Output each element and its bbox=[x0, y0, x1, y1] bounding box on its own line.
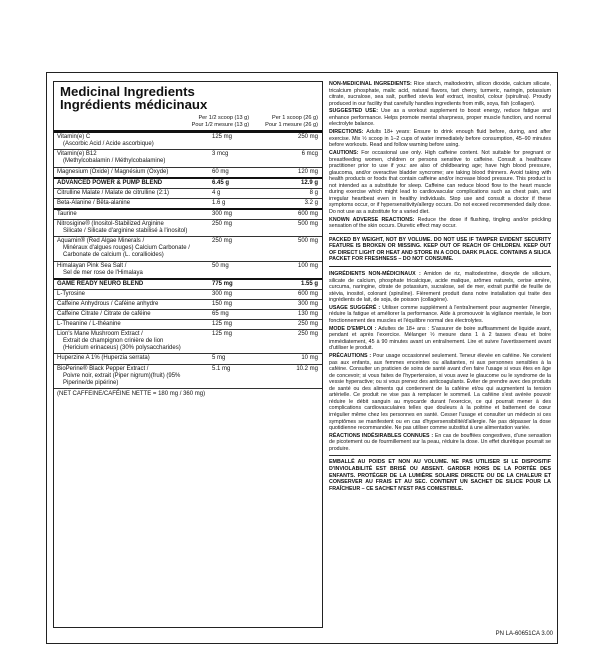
ingredient-row bbox=[54, 300, 322, 310]
ingredient-row bbox=[54, 330, 322, 354]
ingredient-row bbox=[54, 150, 322, 167]
ingredient-name bbox=[54, 311, 212, 318]
amount-half-scoop: 250 mg bbox=[212, 221, 233, 228]
ingredient-name bbox=[54, 200, 212, 207]
amount-full-scoop: 120 mg bbox=[297, 168, 318, 175]
ingredient-name bbox=[54, 190, 212, 197]
amount-full-scoop: 500 mg bbox=[297, 238, 318, 245]
amount-half-scoop: 65 mg bbox=[212, 310, 229, 317]
ingredient-row bbox=[54, 199, 322, 210]
ingredient-row bbox=[54, 168, 322, 179]
ingredient-name bbox=[54, 221, 212, 235]
en-nonmed: NON-MEDICINAL INGREDIENTS: Rice starch, maltodextrin, silicon dioxide, calcium silicate, tricalcium phosphate, malic acid, natural flavors, tart cherry, turmeric, naringin, potassium citrate, sucralose, sea salt, purified stevia leaf extract, inositol, colour (spirulina). Proudly produced in our facility that carefully handles ingredients from milk, soya, fish (collagen). bbox=[329, 81, 551, 107]
ingredient-row bbox=[54, 179, 322, 189]
amount-half-scoop: 1.6 g bbox=[212, 199, 226, 206]
en-adverse: KNOWN ADVERSE REACTIONS: Reduce the dose if flushing, tingling and/or prickling sensation of the skin occurs. Diuretic effect may occur. bbox=[329, 216, 551, 230]
ingredient-row bbox=[54, 310, 322, 320]
ingredient-name-line: (Hericium erinaceus) (30% polysaccharides) bbox=[63, 345, 181, 352]
ingredient-name-line: Extrait de champignon crinière de lion bbox=[63, 338, 164, 345]
ingredient-name bbox=[54, 281, 212, 288]
amount-half-scoop: 6.45 g bbox=[212, 179, 230, 186]
serving-full-fr: Pour 1 mesure (26 g) bbox=[265, 121, 318, 128]
amount-full-scoop: 250 mg bbox=[297, 321, 318, 328]
fr-packed: EMBALLÉ AU POIDS ET NON AU VOLUME. NE PAS UTILISER SI LE DISPOSITIF D'INVIOLABILITÉ EST BRISÉ OU ABSENT. GARDER HORS DE LA PORTÉE DES ENFANTS. PROTÉGER DE LA LUMIÈRE SOLAIRE DIRECTE OU DE LA CHALEUR ET CONSERVER AU FRAIS ET AU SEC. CONTIENT UN SACHET DE SILICE POUR LA FRAÎCHEUR – CE SACHET N'EST PAS COMESTIBLE. bbox=[329, 459, 551, 492]
instructions-panel bbox=[329, 81, 551, 493]
ingredient-name-line: Magnesium (Oxide) / Magnésium (Oxyde) bbox=[57, 168, 169, 175]
serving-full-en: Per 1 scoop (26 g) bbox=[271, 115, 318, 121]
en-directions: DIRECTIONS: Adults 18+ years: Ensure to drink enough fluid before, during, and after exercise. Mix ½ scoop in 1–2 cups of water immediately before consumption, 45–90 minutes before workouts. Read and follow warning before using. bbox=[329, 129, 551, 149]
title-fr: Ingrédients médicinaux bbox=[60, 96, 208, 112]
ingredient-row bbox=[54, 365, 322, 389]
ingredient-name-line: GAME READY NEURO BLEND bbox=[57, 280, 144, 287]
amount-full-scoop: 130 mg bbox=[297, 310, 318, 317]
ingredient-name-line: Taurine bbox=[57, 210, 77, 217]
amount-half-scoop: 5 mg bbox=[212, 355, 226, 362]
ingredient-name-line: Poivre noir, extrait (Piper nigrum)(fruit) (95% Piperine/de pipérine) bbox=[63, 372, 181, 386]
ingredient-name-line: Aquamin® (Red Algae Minerals / bbox=[57, 238, 145, 245]
amount-full-scoop: 10 mg bbox=[301, 355, 318, 362]
ingredient-name bbox=[54, 355, 212, 362]
ingredient-name bbox=[54, 366, 212, 387]
ingredient-row bbox=[54, 354, 322, 364]
amount-half-scoop: 4 g bbox=[212, 189, 221, 196]
en-packed: PACKED BY WEIGHT, NOT BY VOLUME. DO NOT USE IF TAMPER EVIDENT SECURITY FEATURE IS BROKEN OR MISSING. KEEP OUT OF REACH OF CHILDREN. KEEP OUT OF DIRECT LIGHT OR HEAT AND STORE IN A COOL DARK PLACE. CONTAINS A SILICA PACKET FOR FRESHNESS – DO NOT CONSUME. bbox=[329, 236, 551, 263]
ingredient-row bbox=[54, 220, 322, 237]
ingredient-name-line: Caffeine Citrate / Citrate de caféine bbox=[57, 310, 151, 317]
medicinal-ingredients-panel bbox=[53, 81, 323, 628]
ingredient-name-line: Nitrosigine® (Inositol-Stabilized Arginine bbox=[57, 221, 164, 228]
amount-full-scoop: 300 mg bbox=[297, 300, 318, 307]
amount-full-scoop: 250 mg bbox=[297, 331, 318, 338]
ingredient-name-line: Caffeine Anhydrous / Caféine anhydre bbox=[57, 300, 159, 307]
ingredient-name-line: Beta-Alanine / Bêta-alanine bbox=[57, 199, 131, 206]
ingredient-row bbox=[54, 133, 322, 150]
amount-half-scoop: 3 mcg bbox=[212, 151, 229, 158]
amount-full-scoop: 1.55 g bbox=[300, 280, 318, 287]
ingredient-name bbox=[54, 211, 212, 218]
language-divider bbox=[329, 266, 551, 267]
serving-half-en: Per 1/2 scoop (13 g) bbox=[198, 115, 250, 121]
amount-full-scoop: 250 mg bbox=[297, 134, 318, 141]
ingredient-row bbox=[54, 189, 322, 199]
amount-half-scoop: 300 mg bbox=[212, 210, 233, 217]
amount-full-scoop: 6 mcg bbox=[301, 151, 318, 158]
serving-header bbox=[54, 115, 322, 128]
amount-full-scoop: 500 mg bbox=[297, 221, 318, 228]
ingredient-row bbox=[54, 210, 322, 220]
ingredient-name bbox=[54, 169, 212, 176]
ingredient-name-line: Carbonate de calcium (L. corallioides) bbox=[63, 252, 164, 259]
amount-full-scoop: 8 g bbox=[309, 189, 318, 196]
ingredient-name bbox=[54, 180, 212, 187]
amount-half-scoop: 125 mg bbox=[212, 331, 233, 338]
serving-half bbox=[184, 115, 250, 128]
ingredient-name-line: L-Tyrosine bbox=[57, 290, 86, 297]
amount-full-scoop: 600 mg bbox=[297, 210, 318, 217]
ingredient-name bbox=[54, 134, 212, 148]
ingredient-name-line: Lion's Mane Mushroom Extract / bbox=[57, 331, 143, 338]
ingredient-row bbox=[54, 320, 322, 330]
ingredient-name-line: Vitamin(e) C bbox=[57, 134, 91, 141]
amount-half-scoop: 125 mg bbox=[212, 321, 233, 328]
amount-half-scoop: 775 mg bbox=[212, 280, 233, 287]
ingredient-table bbox=[54, 133, 322, 389]
supplement-label bbox=[46, 72, 558, 644]
ingredient-name bbox=[54, 238, 212, 259]
fr-nonmed: INGRÉDIENTS NON-MÉDICINAUX : Amidon de riz, maltodextrine, dioxyde de silicium, silicate de calcium, phosphate tricalcique, acide malique, arômes naturels, cerise amère, curcuma, naringine, citrate de potassium, sucralose, sel de mer, extrait purifié de feuille de stévia, inositol, colorant (spiruline). Fièrement produit dans notre installation qui traite des ingrédients de lait, de soja, de poisson (collagène). bbox=[329, 270, 551, 304]
amount-half-scoop: 125 mg bbox=[212, 134, 233, 141]
amount-half-scoop: 5.1 mg bbox=[212, 365, 231, 372]
ingredient-name-line: (Ascorbic Acid / Acide ascorbique) bbox=[63, 141, 154, 148]
amount-half-scoop: 50 mg bbox=[212, 262, 229, 269]
ingredient-row bbox=[54, 280, 322, 290]
amount-half-scoop: 60 mg bbox=[212, 168, 229, 175]
ingredient-name-line: ADVANCED POWER & PUMP BLEND bbox=[57, 179, 163, 186]
fr-directions: MODE D'EMPLOI : Adultes de 18+ ans : S'assurer de boire suffisamment de liquide avant, pendant et après l'exercice. Mélanger ½ mesure dans 1 à 2 tasses d'eau et boire immédiatement, 45 à 90 minutes avant un entraînement. Lire et suivre l'avertissement avant d'utiliser le produit. bbox=[329, 325, 551, 352]
ingredient-name bbox=[54, 263, 212, 277]
title-en: Medicinal Ingredients bbox=[60, 84, 195, 99]
amount-full-scoop: 12.9 g bbox=[300, 179, 318, 186]
ingredient-name bbox=[54, 151, 212, 165]
serving-full bbox=[257, 115, 318, 128]
ingredient-name-line: Huperzine A 1% (Huperzia serrata) bbox=[57, 355, 150, 362]
fr-cautions: PRÉCAUTIONS : Pour usage occasionnel seulement. Teneur élevée en caféine. Ne convient pas aux enfants, aux femmes enceintes ou allaitantes, ni aux personnes sensibles à la caféine. Consulter un praticien de soins de santé avant d'en faire l'usage si vous êtes en âge de concevoir; si vous faites de l'hypertension, si vous avez le glaucome ou le syndrome de la vessie hyperactive; ou si vous prenez des anticoagulants. Éviter de prendre avec des produits de santé ou des aliments qui contiennent de la caféine et/ou qui augmentent la tension artérielle. Ce produit ne vise pas à remplacer le sommeil. La caféine s'est avérée pouvoir réduire le débit sanguin au myocarde durant l'exercice, ce qui pourrait mener à des complications cardiovasculaires telles que douleurs à la poitrine et battement de cœur irrégulier même chez les personnes en santé. Cesser l'usage et consulter un médecin si ces symptômes se manifestent ou en cas d'hypersensibilité/d'allergie. Ne pas dépasser la dose quotidienne recommandée. Ne pas utiliser comme substitut à une alimentation variée. bbox=[329, 353, 551, 432]
amount-full-scoop: 10.2 mg bbox=[296, 365, 318, 372]
amount-half-scoop: 250 mg bbox=[212, 238, 233, 245]
ingredient-name bbox=[54, 301, 212, 308]
ingredient-row bbox=[54, 262, 322, 280]
divider bbox=[329, 233, 551, 234]
ingredient-name-line: L-Theanine / L-théanine bbox=[57, 321, 121, 328]
ingredient-name-line: BioPerine® Black Pepper Extract / bbox=[57, 365, 149, 372]
ingredient-name-line: (Methylcobalamin / Méthylcobalamine) bbox=[63, 158, 166, 165]
amount-full-scoop: 100 mg bbox=[297, 262, 318, 269]
ingredient-name bbox=[54, 331, 212, 352]
ingredient-name-line: Citrulline Malate / Malate de citrulline (2:1) bbox=[57, 189, 170, 196]
ingredient-name-line: Vitamin(e) B12 bbox=[57, 151, 97, 158]
serving-half-fr: Pour 1/2 mesure (13 g) bbox=[191, 121, 250, 128]
facts-title bbox=[60, 86, 322, 111]
en-cautions: CAUTIONS: For occasional use only. High caffeine content. Not suitable for pregnant or breastfeeding women, children or persons sensitive to caffeine. Consult a healthcare practitioner prior to use if you: are also of childbearing age; have high blood pressure, glaucoma, and/or overactive bladder syncrome; are taking blood thinners. Avoid taking with health products or foods that contain caffeine and/or increase blood pressure. This product is not intended as a substitute for sleep. Caffeine can reduce blood flow to the heart muscle during exercise which might lead to cardiovascular complications such as chest pain, and irregular heartbeat even in healthy individuals. Stop use and consult a doctor if these symptoms occur, or if hypersensitivity/allergy occurs. Do not exceed recommended daily dose. Do not use as a substitute for a varied diet. bbox=[329, 150, 551, 215]
divider bbox=[329, 455, 551, 456]
fr-use: USAGE SUGGÉRÉ : Utiliser comme supplément à l'entraînement pour augmenter l'énergie, réduire la fatigue et améliorer la performance. Aide à promouvoir la vigilance mentale, le bon fonctionnement des muscles et l'équilibre normal des électrolytes. bbox=[329, 304, 551, 324]
ingredient-name-line: Himalayan Pink Sea Salt / bbox=[57, 262, 127, 269]
amount-full-scoop: 3.2 g bbox=[304, 199, 318, 206]
ingredient-name-line: Minéraux d'algues rouges) Calcium Carbonate / bbox=[63, 245, 190, 252]
amount-full-scoop: 600 mg bbox=[297, 290, 318, 297]
ingredient-name bbox=[54, 291, 212, 298]
part-number: PN LA-60651CA 3.00 bbox=[495, 631, 553, 637]
ingredient-row bbox=[54, 290, 322, 300]
ingredient-name-line: Silicate / Silicate d'arginine stabilisé à l'inositol) bbox=[63, 228, 188, 235]
en-use: SUGGESTED USE: Use as a workout supplement to boost energy, reduce fatigue and enhance performance. Helps promote mental sharpness, proper muscle function, and normal electrolyte balance. bbox=[329, 108, 551, 128]
amount-half-scoop: 150 mg bbox=[212, 300, 233, 307]
ingredient-row bbox=[54, 237, 322, 261]
amount-half-scoop: 300 mg bbox=[212, 290, 233, 297]
caffeine-note: (NET CAFFEINE/CAFÉINE NETTE = 180 mg / 360 mg) bbox=[57, 390, 206, 397]
fr-adverse: RÉACTIONS INDÉSIRABLES CONNUES : En cas de bouffées congestives, d'une sensation de picotement ou de fourmillement sur la peau, réduire la dose. Un effet diurétique pourrait se produire. bbox=[329, 432, 551, 452]
ingredient-name-line: Sel de mer rose de l'Himalaya bbox=[63, 269, 143, 276]
ingredient-name bbox=[54, 321, 212, 328]
